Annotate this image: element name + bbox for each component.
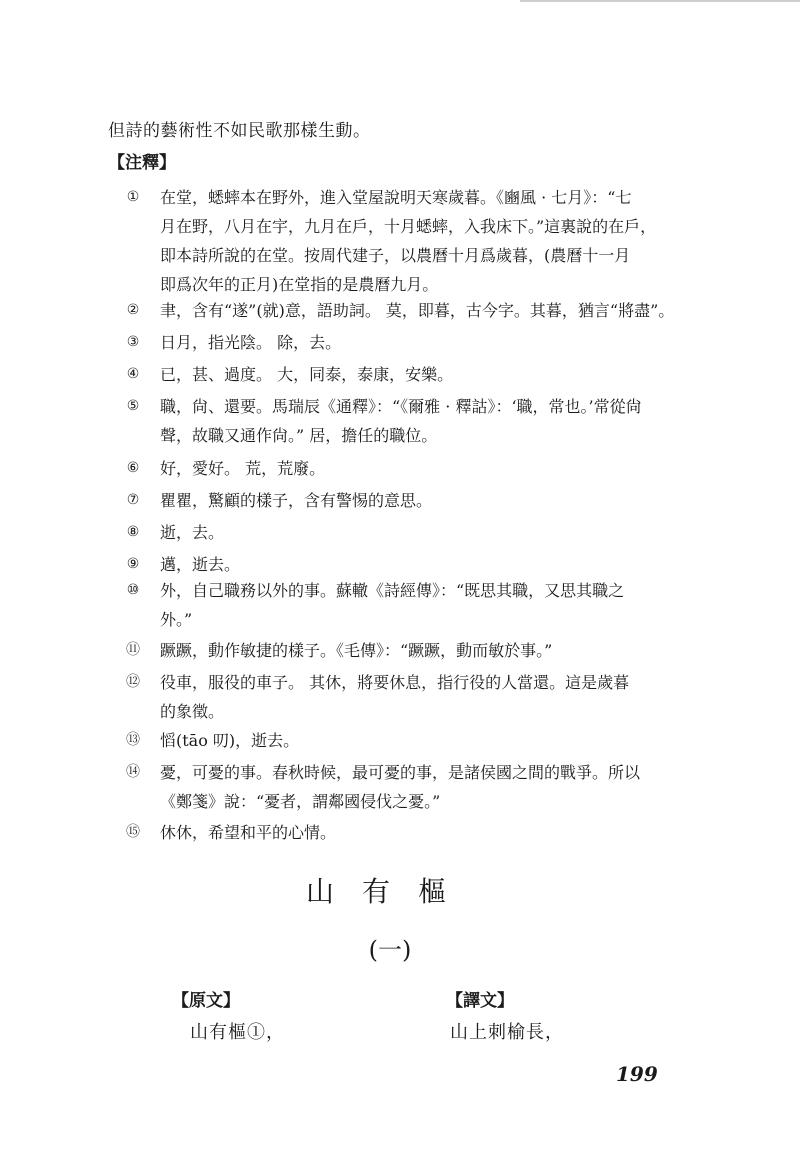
note-number: ③: [126, 334, 140, 350]
scan-edge-line: [520, 0, 800, 2]
note-text: [160, 486, 680, 515]
note-text-line: 役車，服役的車子。 其休，將要休息，指行役的人當還。這是歲暮: [160, 673, 630, 692]
note-number: ②: [126, 302, 140, 318]
note-number: ⑨: [126, 556, 140, 572]
translation-verse-line: 山上刺榆長，: [450, 1022, 564, 1043]
note-item: [120, 296, 680, 325]
note-text-line: 外。”: [160, 610, 193, 629]
note-text: [160, 183, 680, 299]
note-text-line: 休休，希望和平的心情。: [160, 823, 337, 842]
note-number: ①: [126, 189, 140, 205]
note-number: ⑮: [126, 824, 140, 840]
note-text-line: 蹶蹶，動作敏捷的樣子。《毛傳》：“蹶蹶，動而敏於事。”: [160, 641, 553, 660]
poem-part-number: (一): [368, 936, 412, 964]
note-text-line: 慆(tāo 叨)，逝去。: [160, 731, 300, 750]
note-item: [120, 636, 680, 665]
note-text-line: 聿，含有“遂”(就)意，語助詞。 莫，即暮，古今字。其暮，猶言“將盡”。: [160, 301, 675, 320]
note-text-line: 即本詩所說的在堂。按周代建子，以農曆十月爲歲暮，(農曆十一月: [160, 246, 631, 265]
note-number: ⑥: [126, 460, 140, 476]
note-text-line: 憂，可憂的事。春秋時候，最可憂的事，是諸侯國之間的戰爭。所以: [160, 763, 641, 782]
note-number: ⑪: [126, 642, 140, 658]
note-item: [120, 550, 680, 579]
note-text: [160, 454, 680, 483]
note-text-line: 月在野，八月在宇，九月在戶，十月蟋蟀，入我床下。”這裏說的在戶，: [160, 217, 657, 236]
note-item: [120, 758, 680, 816]
note-text-line: 邁，逝去。: [160, 555, 241, 574]
note-text: [160, 818, 680, 847]
note-text: [160, 636, 680, 665]
note-text-line: 在堂，蟋蟀本在野外，進入堂屋說明天寒歲暮。《豳風 · 七月》：“七: [160, 188, 632, 207]
note-text: [160, 518, 680, 547]
note-text-line: 逝，去。: [160, 523, 225, 542]
note-number: ⑬: [126, 732, 140, 748]
note-text-line: 好，愛好。 荒，荒廢。: [160, 459, 326, 478]
note-item: [120, 576, 680, 634]
note-text: [160, 360, 680, 389]
notes-heading: 【注釋】: [108, 153, 176, 173]
note-text-line: 《鄭箋》說：“憂者，謂鄰國侵伐之憂。”: [160, 792, 441, 811]
note-number: ⑦: [126, 492, 140, 508]
note-text-line: 已，甚、過度。 大，同泰，泰康，安樂。: [160, 365, 454, 384]
note-text-line: 日月，指光陰。 除，去。: [160, 333, 342, 352]
note-text-line: 外，自己職務以外的事。蘇轍《詩經傳》：“既思其職，又思其職之: [160, 581, 625, 600]
note-number: ⑭: [126, 764, 140, 780]
note-text: [160, 296, 680, 325]
note-number: ⑩: [126, 582, 140, 598]
note-text-line: 即爲次年的正月)在堂指的是農曆九月。: [160, 275, 439, 294]
note-number: ⑤: [126, 398, 140, 414]
note-number: ⑧: [126, 524, 140, 540]
note-item: [120, 486, 680, 515]
original-verse-line: 山有樞①，: [190, 1022, 285, 1043]
note-item: [120, 183, 680, 299]
note-item: [120, 392, 680, 450]
note-text: [160, 668, 680, 726]
note-item: [120, 328, 680, 357]
note-text: [160, 758, 680, 816]
note-text-line: 瞿瞿，驚顧的樣子，含有警惕的意思。: [160, 491, 433, 510]
original-text-heading: 【原文】: [172, 991, 240, 1011]
note-item: [120, 518, 680, 547]
note-text-line: 職，尙、還要。馬瑞辰《通釋》：“《爾雅 · 釋詁》：‘職，常也。’常從尙: [160, 397, 642, 416]
note-number: ④: [126, 366, 140, 382]
note-item: [120, 818, 680, 847]
intro-text-line: 但詩的藝術性不如民歌那樣生動。: [108, 121, 371, 141]
note-item: [120, 454, 680, 483]
note-item: [120, 726, 680, 755]
page-number: 199: [616, 1062, 658, 1086]
note-text-line: 的象徵。: [160, 702, 225, 721]
note-text: [160, 328, 680, 357]
note-text: [160, 392, 680, 450]
poem-title: 山有樞: [305, 875, 474, 908]
translation-heading: 【譯文】: [446, 991, 514, 1011]
note-item: [120, 668, 680, 726]
note-number: ⑫: [126, 674, 140, 690]
note-text-line: 聲，故職又通作尙。” 居，擔任的職位。: [160, 426, 438, 445]
note-text: [160, 576, 680, 634]
note-text: [160, 726, 680, 755]
note-item: [120, 360, 680, 389]
note-text: [160, 550, 680, 579]
